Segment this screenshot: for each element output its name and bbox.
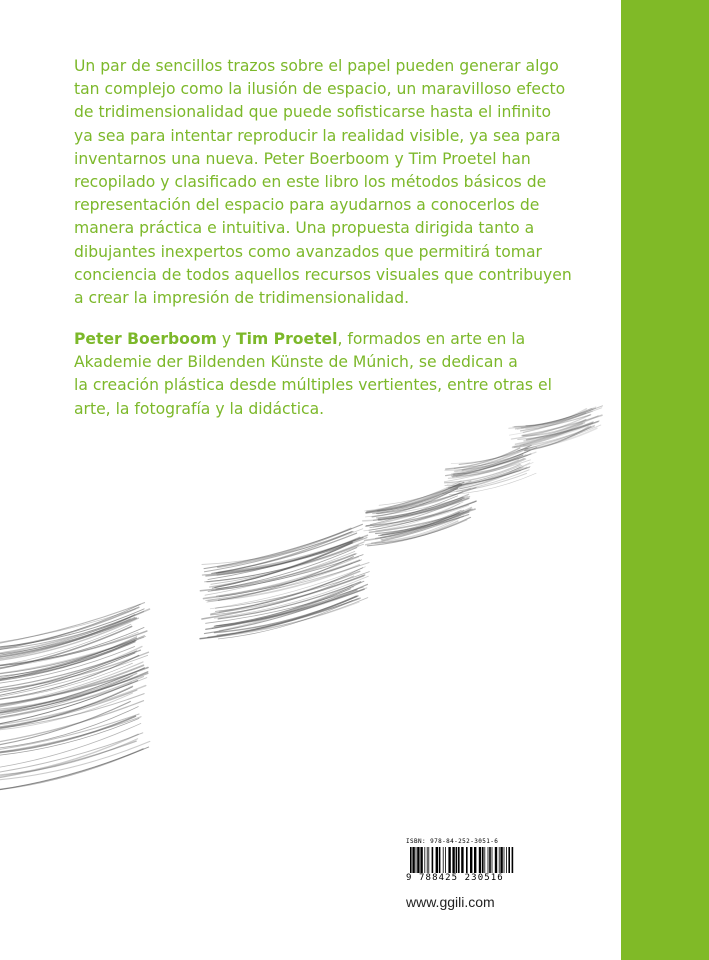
blurb-line: recopilado y clasificado en este libro los métodos básicos de bbox=[74, 173, 547, 192]
blurb-line: de tridimensionalidad que puede sofisticarse hasta el infinito bbox=[74, 103, 552, 122]
green-spine-band bbox=[621, 0, 709, 960]
pencil-hatching-illustration bbox=[0, 380, 621, 800]
author-name-2: Tim Proetel bbox=[236, 330, 338, 348]
blurb-line: Un par de sencillos trazos sobre el papel pueden generar algo bbox=[74, 57, 559, 75]
blurb-line: manera práctica e intuitiva. Una propuesta dirigida tanto a bbox=[74, 219, 535, 238]
blurb-line: tan complejo como la ilusión de espacio, un maravilloso efecto bbox=[74, 80, 566, 99]
publisher-website: www.ggili.com bbox=[406, 894, 495, 910]
blurb-paragraph bbox=[74, 55, 614, 310]
blurb-line: inventarnos una nueva. Peter Boerboom y Tim Proetel han bbox=[74, 149, 531, 168]
hatch-stroke bbox=[0, 747, 149, 790]
bio-line: la creación plástica desde múltiples vertientes, entre otras el bbox=[74, 376, 552, 395]
hatch-stroke bbox=[0, 749, 143, 791]
author-name-1: Peter Boerboom bbox=[74, 330, 217, 348]
bio-connector: y bbox=[216, 330, 237, 348]
bio-line: Akademie der Bildenden Künste de Múnich, se dedican a bbox=[74, 353, 518, 372]
isbn-label: ISBN: 978-84-252-3051-6 bbox=[406, 838, 499, 845]
barcode-digits: 9 788425 230516 bbox=[406, 873, 504, 883]
blurb-line: representación del espacio para ayudarnos a conocerlos de bbox=[74, 196, 540, 215]
barcode-block bbox=[406, 838, 518, 888]
blurb-line: a crear la impresión de tridimensionalidad. bbox=[74, 289, 410, 308]
hatch-strokes bbox=[0, 406, 602, 791]
blurb-line: ya sea para intentar reproducir la realidad visible, ya sea para bbox=[74, 126, 561, 145]
bio-line: arte, la fotografía y la didáctica. bbox=[74, 399, 325, 418]
blurb-line: dibujantes inexpertos como avanzados que permitirá tomar bbox=[74, 242, 542, 261]
bio-line-rest: , formados en arte en la bbox=[337, 330, 526, 348]
blurb-line: conciencia de todos aquellos recursos visuales que contribuyen bbox=[74, 265, 572, 284]
barcode-icon bbox=[406, 847, 518, 873]
